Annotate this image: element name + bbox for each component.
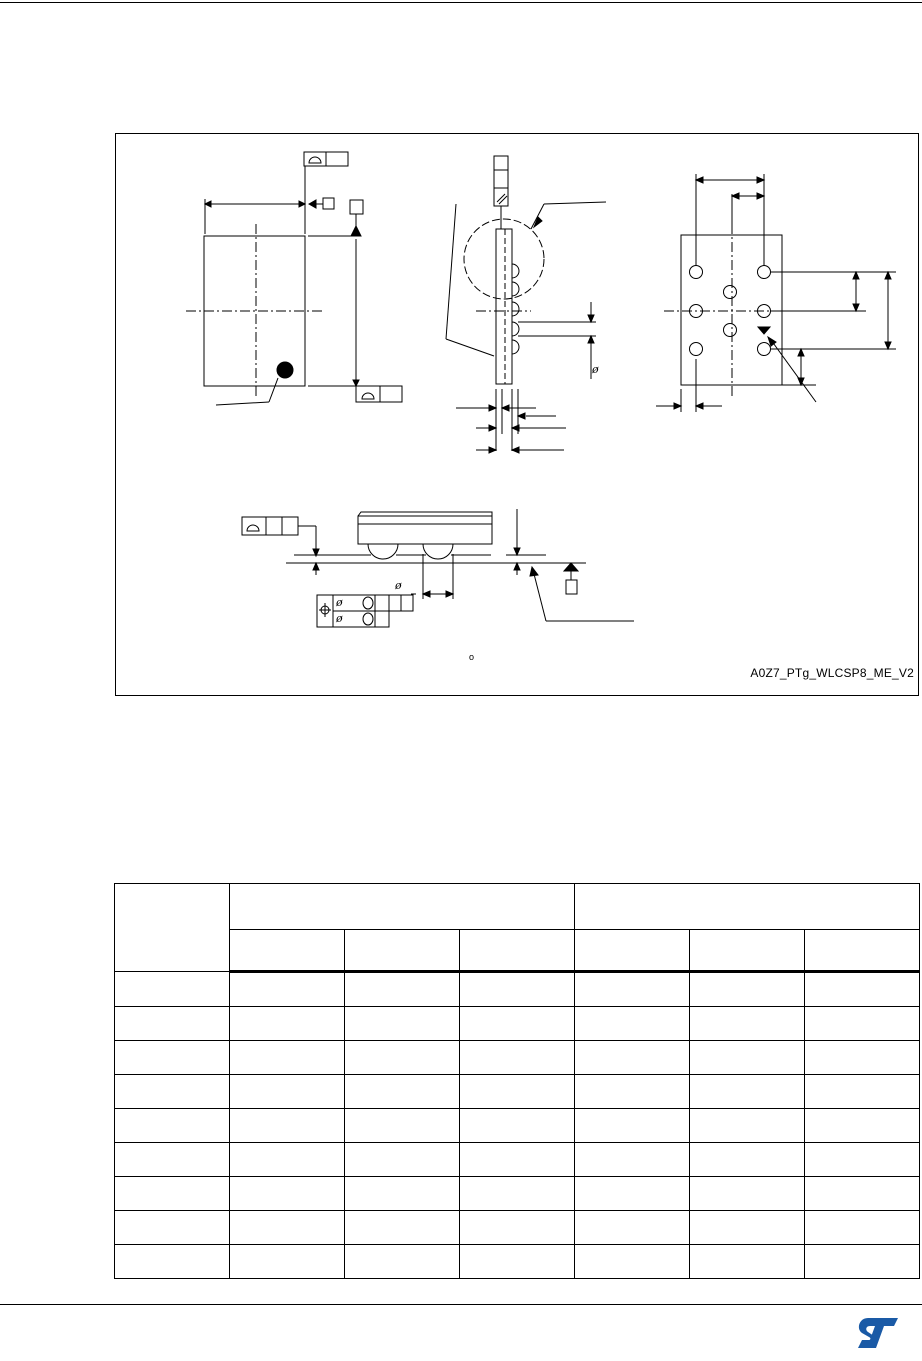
table-cell [805,1143,920,1177]
table-subheader-cell [230,930,345,972]
top-view [186,152,402,405]
table-cell [690,1075,805,1109]
table-cell [805,1075,920,1109]
package-outline-drawing [115,133,919,696]
table-cell [690,1007,805,1041]
table-header-cell [230,884,575,930]
phi-symbol: ø [336,596,343,609]
table-cell [575,1177,690,1211]
table-header-cell [575,884,920,930]
table-cell [345,1245,460,1279]
bottom-view [656,174,896,412]
table-cell [115,1007,230,1041]
dimensions-table [114,883,920,1279]
table-cell [345,1041,460,1075]
bottom-rule [0,1304,922,1305]
table-cell [460,1211,575,1245]
table-cell [230,972,345,1007]
table-cell [575,1041,690,1075]
st-logo-icon [856,1316,900,1350]
table-subheader-cell [805,930,920,972]
pin1-dot-icon [277,362,293,378]
table-cell [230,1245,345,1279]
table-cell [115,1109,230,1143]
mechanical-drawing [116,134,920,697]
table-cell [690,1041,805,1075]
top-rule [0,2,922,3]
table-row [115,972,920,1007]
table-cell [345,1211,460,1245]
table-cell [230,1041,345,1075]
table-cell [690,1177,805,1211]
degree-mark: o [469,652,475,662]
table-cell [460,1007,575,1041]
table-cell [345,1109,460,1143]
table-cell [460,972,575,1007]
table-cell [230,1177,345,1211]
table-cell [690,1245,805,1279]
table-cell [575,1109,690,1143]
table-cell [345,1075,460,1109]
table-cell [805,1211,920,1245]
table-cell [115,1041,230,1075]
table-cell [575,1245,690,1279]
table-cell [345,972,460,1007]
table-row [115,1211,920,1245]
table-cell [345,1177,460,1211]
table-cell [575,972,690,1007]
table-cell [230,1143,345,1177]
table-header-cell [115,884,230,972]
table-cell [805,1177,920,1211]
table-row [115,1177,920,1211]
table-cell [115,972,230,1007]
table-cell [575,1143,690,1177]
table-cell [345,1007,460,1041]
table-cell [230,1075,345,1109]
figure-id-label: A0Z7_PTg_WLCSP8_ME_V2 [750,666,914,680]
table-row [115,1075,920,1109]
table-row [115,1007,920,1041]
table-cell [805,1041,920,1075]
table-row [115,1143,920,1177]
table-cell [805,1109,920,1143]
table-cell [345,1143,460,1177]
table-subheader-cell [690,930,805,972]
table-cell [115,1211,230,1245]
table-cell [230,1007,345,1041]
table-cell [115,1075,230,1109]
section-view [242,509,634,627]
table-cell [230,1211,345,1245]
table-cell [805,1245,920,1279]
table-subheader-cell [460,930,575,972]
table-cell [690,1211,805,1245]
side-view [446,156,606,453]
table-cell [690,1143,805,1177]
table-cell [460,1109,575,1143]
table-cell [460,1245,575,1279]
table-cell [690,972,805,1007]
table-subheader-row [115,930,920,972]
table-cell [575,1007,690,1041]
phi-symbol: ø [592,363,599,376]
table-cell [690,1109,805,1143]
table-cell [115,1143,230,1177]
table-row [115,1245,920,1279]
table-cell [805,972,920,1007]
table-cell [575,1075,690,1109]
table-cell [460,1143,575,1177]
phi-symbol: ø [336,612,343,625]
table-subheader-cell [345,930,460,972]
phi-symbol: ø [395,579,402,592]
table-row [115,1109,920,1143]
table-cell [460,1041,575,1075]
table-cell [115,1177,230,1211]
table-row [115,1041,920,1075]
table-cell [230,1109,345,1143]
table-cell [575,1211,690,1245]
table-subheader-cell [575,930,690,972]
table-cell [805,1007,920,1041]
table-cell [115,1245,230,1279]
table-header-row [115,884,920,930]
table-cell [460,1075,575,1109]
table-cell [460,1177,575,1211]
